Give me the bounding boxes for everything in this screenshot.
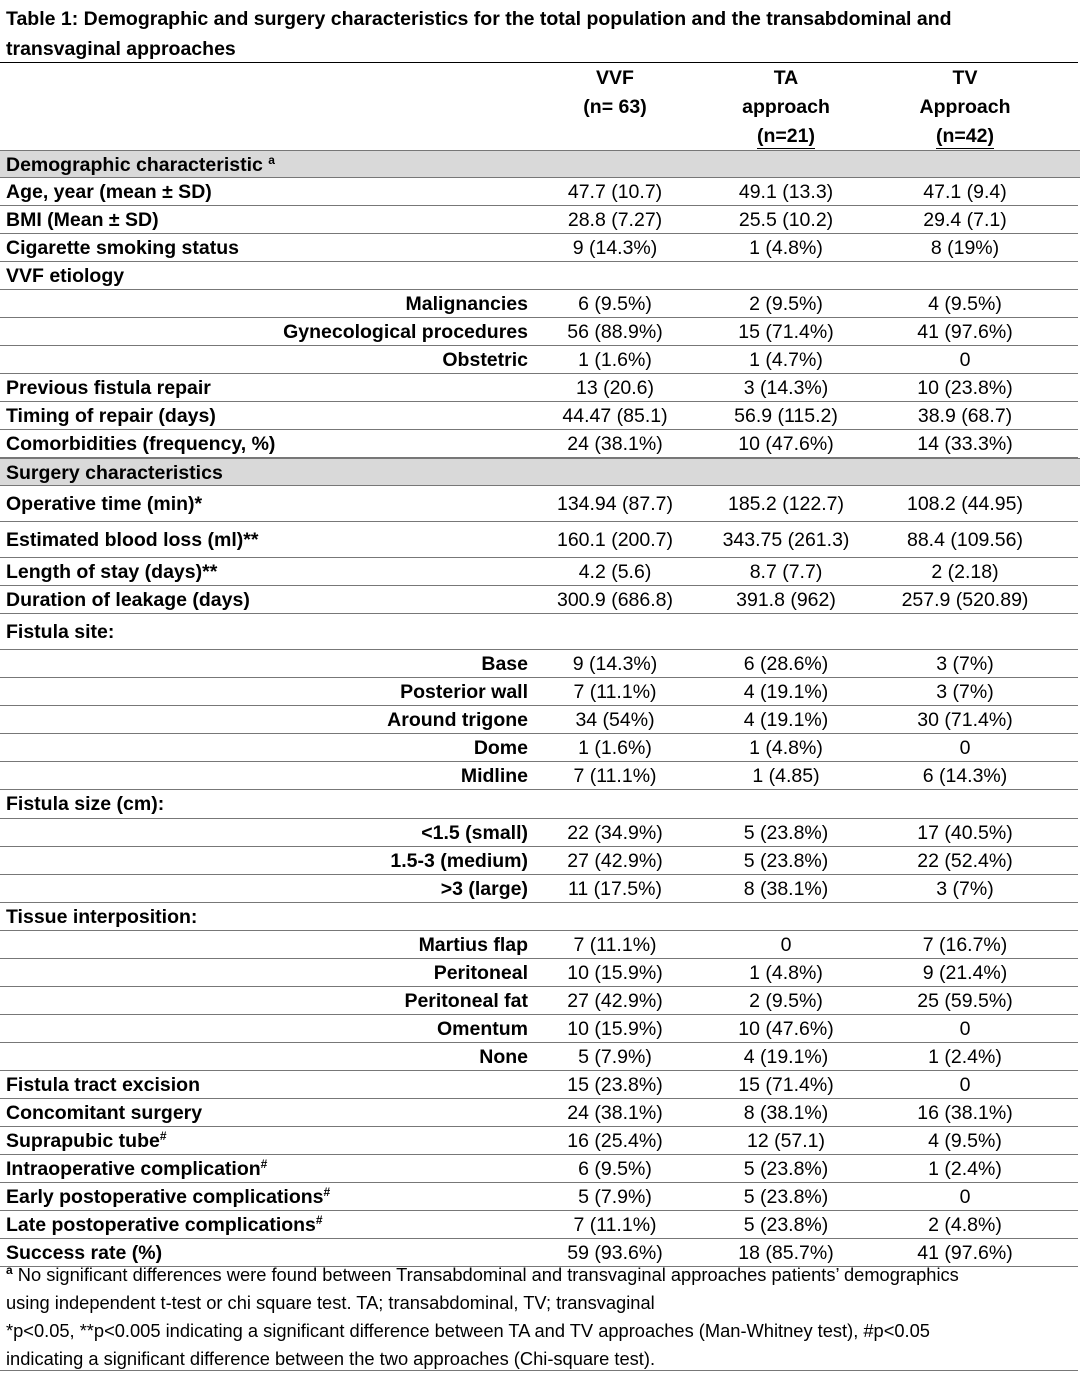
cell-tv: 0 bbox=[959, 1018, 971, 1040]
table-row bbox=[0, 558, 1078, 586]
row-label-text: Early postoperative complications bbox=[6, 1186, 324, 1208]
cell-tv: 3 (7%) bbox=[936, 878, 994, 900]
row-label bbox=[437, 1015, 528, 1043]
cell-ta: 185.2 (122.7) bbox=[727, 493, 844, 515]
table-row bbox=[0, 586, 1078, 614]
row-label bbox=[404, 987, 528, 1015]
row-label-text: Obstetric bbox=[442, 349, 528, 371]
table-subrow bbox=[0, 678, 1078, 706]
cell-ta: 4 (19.1%) bbox=[743, 681, 829, 703]
table-header bbox=[0, 64, 1078, 150]
table-row bbox=[0, 178, 1078, 206]
cell-tv: 29.4 (7.1) bbox=[923, 209, 1007, 231]
row-label bbox=[6, 1155, 267, 1183]
cell-tv: 108.2 (44.95) bbox=[906, 493, 1023, 515]
cell-vvf: 1 (1.6%) bbox=[578, 737, 652, 759]
cell-tv: 1 (2.4%) bbox=[928, 1046, 1002, 1068]
row-label-text: Malignancies bbox=[405, 293, 528, 315]
cell-vvf: 300.9 (686.8) bbox=[556, 589, 673, 611]
cell-ta: 391.8 (962) bbox=[736, 589, 836, 611]
cell-ta: 12 (57.1) bbox=[746, 1130, 826, 1152]
cell-vvf: 134.94 (87.7) bbox=[556, 493, 673, 515]
cell-tv: 38.9 (68.7) bbox=[917, 405, 1013, 427]
cell-ta: 15 (71.4%) bbox=[738, 1074, 834, 1096]
row-label-text: Success rate (%) bbox=[6, 1242, 163, 1264]
table-subrow bbox=[0, 346, 1078, 374]
row-label bbox=[283, 318, 528, 346]
cell-tv: 16 (38.1%) bbox=[917, 1102, 1013, 1124]
column-header-line: (n=21) bbox=[757, 125, 815, 147]
row-label bbox=[6, 234, 239, 262]
table-subrow bbox=[0, 290, 1078, 318]
row-label-text: Comorbidities (frequency, %) bbox=[6, 433, 276, 455]
row-label-marker: a bbox=[268, 153, 275, 167]
row-label-text: 1.5-3 (medium) bbox=[390, 850, 528, 872]
row-label-text: BMI (Mean ± SD) bbox=[6, 209, 159, 231]
cell-ta: 18 (85.7%) bbox=[738, 1242, 834, 1264]
cell-vvf: 160.1 (200.7) bbox=[556, 529, 673, 551]
cell-ta: 1 (4.7%) bbox=[749, 349, 823, 371]
cell-tv: 47.1 (9.4) bbox=[923, 181, 1007, 203]
cell-tv: 41 (97.6%) bbox=[917, 1242, 1013, 1264]
table-subrow bbox=[0, 959, 1078, 987]
row-label bbox=[461, 762, 528, 790]
row-label bbox=[6, 402, 216, 430]
cell-tv: 22 (52.4%) bbox=[917, 850, 1013, 872]
cell-vvf: 6 (9.5%) bbox=[578, 1158, 652, 1180]
cell-vvf: 44.47 (85.1) bbox=[562, 405, 668, 427]
row-label-text: Dome bbox=[473, 737, 528, 759]
cell-vvf: 4.2 (5.6) bbox=[578, 561, 652, 583]
table-subrow bbox=[0, 819, 1078, 847]
table-subrow bbox=[0, 762, 1078, 790]
row-label-marker: # bbox=[159, 1129, 167, 1143]
row-label bbox=[6, 374, 211, 402]
table-subrow bbox=[0, 875, 1078, 903]
cell-tv: 6 (14.3%) bbox=[922, 765, 1008, 787]
table-row bbox=[0, 262, 1078, 290]
row-label bbox=[6, 1127, 167, 1155]
cell-vvf: 7 (11.1%) bbox=[573, 934, 657, 956]
column-header-line: (n= 63) bbox=[583, 96, 647, 118]
table-subrow bbox=[0, 847, 1078, 875]
row-label bbox=[400, 678, 528, 706]
row-label-text: None bbox=[479, 1046, 528, 1068]
cell-ta: 4 (19.1%) bbox=[743, 1046, 829, 1068]
table-subrow bbox=[0, 987, 1078, 1015]
row-label bbox=[6, 1183, 330, 1211]
footnote-marker: a bbox=[6, 1263, 13, 1277]
cell-vvf: 15 (23.8%) bbox=[567, 1074, 663, 1096]
cell-ta: 1 (4.85) bbox=[752, 765, 820, 787]
row-label-text: Around trigone bbox=[387, 709, 528, 731]
cell-ta: 5 (23.8%) bbox=[743, 850, 829, 872]
row-label bbox=[474, 734, 528, 762]
cell-vvf: 10 (15.9%) bbox=[567, 962, 663, 984]
row-label bbox=[419, 931, 528, 959]
cell-vvf: 59 (93.6%) bbox=[567, 1242, 663, 1264]
row-label-text: <1.5 (small) bbox=[421, 822, 528, 844]
cell-tv: 4 (9.5%) bbox=[928, 293, 1002, 315]
table-row bbox=[0, 430, 1078, 458]
cell-vvf: 22 (34.9%) bbox=[567, 822, 663, 844]
cell-vvf: 6 (9.5%) bbox=[578, 293, 652, 315]
row-label-text: Previous fistula repair bbox=[6, 377, 211, 399]
cell-ta: 1 (4.8%) bbox=[749, 962, 823, 984]
cell-tv: 8 (19%) bbox=[930, 237, 1000, 259]
cell-tv: 3 (7%) bbox=[936, 681, 994, 703]
table-row bbox=[0, 1183, 1078, 1211]
cell-tv: 9 (21.4%) bbox=[922, 962, 1008, 984]
row-label-text: Demographic characteristic bbox=[6, 154, 263, 176]
cell-vvf: 13 (20.6) bbox=[575, 377, 655, 399]
cell-tv: 7 (16.7%) bbox=[922, 934, 1008, 956]
row-label-text: Surgery characteristics bbox=[6, 462, 223, 484]
cell-vvf: 28.8 (7.27) bbox=[567, 209, 663, 231]
footnote-line-3: *p<0.05, **p<0.005 indicating a significant difference between TA and TV approaches (Man-Whitney test), #p<0.05 bbox=[6, 1320, 930, 1341]
cell-vvf: 7 (11.1%) bbox=[573, 765, 657, 787]
row-label bbox=[6, 151, 275, 179]
table-row bbox=[0, 903, 1078, 931]
table-top-rule bbox=[0, 62, 1078, 63]
cell-tv: 3 (7%) bbox=[936, 653, 994, 675]
row-label-text: Estimated blood loss (ml)** bbox=[6, 529, 259, 551]
row-label bbox=[6, 1099, 202, 1127]
row-label-text: Martius flap bbox=[418, 934, 528, 956]
cell-tv: 10 (23.8%) bbox=[917, 377, 1013, 399]
row-label bbox=[6, 614, 114, 650]
cell-ta: 6 (28.6%) bbox=[743, 653, 829, 675]
table-row bbox=[0, 522, 1078, 558]
row-label-text: Intraoperative complication bbox=[6, 1158, 261, 1180]
column-header-vvf bbox=[530, 64, 700, 122]
cell-tv: 257.9 (520.89) bbox=[901, 589, 1029, 611]
table-subrow bbox=[0, 734, 1078, 762]
table-subrow bbox=[0, 650, 1078, 678]
table-subrow bbox=[0, 1043, 1078, 1071]
row-label bbox=[6, 178, 212, 206]
table-row bbox=[0, 486, 1078, 522]
cell-ta: 1 (4.8%) bbox=[749, 737, 823, 759]
table-footnotes bbox=[6, 1261, 1074, 1373]
cell-vvf: 27 (42.9%) bbox=[567, 850, 663, 872]
cell-vvf: 10 (15.9%) bbox=[567, 1018, 663, 1040]
cell-ta: 2 (9.5%) bbox=[749, 990, 823, 1012]
row-label-text: Base bbox=[481, 653, 528, 675]
cell-tv: 0 bbox=[959, 737, 971, 759]
cell-vvf: 34 (54%) bbox=[575, 709, 655, 731]
cell-ta: 4 (19.1%) bbox=[743, 709, 829, 731]
cell-tv: 14 (33.3%) bbox=[917, 433, 1013, 455]
table-subrow bbox=[0, 1015, 1078, 1043]
cell-vvf: 27 (42.9%) bbox=[567, 990, 663, 1012]
section-header-row bbox=[0, 150, 1080, 178]
caption-line-2: transvaginal approaches bbox=[6, 38, 236, 60]
row-label-text: Peritoneal fat bbox=[404, 990, 528, 1012]
row-label bbox=[442, 346, 528, 374]
row-label bbox=[390, 847, 528, 875]
row-label bbox=[6, 430, 275, 458]
cell-tv: 0 bbox=[959, 1074, 971, 1096]
row-label-text: Peritoneal bbox=[433, 962, 528, 984]
footnote-line-4: indicating a significant difference between the two approaches (Chi-square test). bbox=[6, 1348, 656, 1369]
cell-ta: 49.1 (13.3) bbox=[738, 181, 834, 203]
cell-tv: 41 (97.6%) bbox=[917, 321, 1013, 343]
cell-ta: 8 (38.1%) bbox=[743, 1102, 829, 1124]
row-label-text: Operative time (min)* bbox=[6, 493, 203, 515]
table-row bbox=[0, 1099, 1078, 1127]
row-label bbox=[387, 706, 528, 734]
row-label-marker: # bbox=[315, 1213, 323, 1227]
row-label bbox=[6, 486, 202, 522]
row-label-text: Late postoperative complications bbox=[6, 1214, 316, 1236]
cell-ta: 5 (23.8%) bbox=[743, 1158, 829, 1180]
cell-tv: 1 (2.4%) bbox=[928, 1158, 1002, 1180]
table-subrow bbox=[0, 318, 1078, 346]
cell-ta: 2 (9.5%) bbox=[749, 293, 823, 315]
row-label-text: Age, year (mean ± SD) bbox=[6, 181, 212, 203]
table-row bbox=[0, 374, 1078, 402]
cell-tv: 17 (40.5%) bbox=[917, 822, 1013, 844]
row-label bbox=[421, 819, 528, 847]
column-header-line: VVF bbox=[596, 67, 634, 89]
table-row bbox=[0, 206, 1078, 234]
row-label bbox=[6, 459, 223, 487]
row-label-text: Gynecological procedures bbox=[283, 321, 528, 343]
row-label-text: Midline bbox=[460, 765, 528, 787]
cell-vvf: 24 (38.1%) bbox=[567, 1102, 663, 1124]
row-label bbox=[6, 903, 197, 931]
cell-ta: 10 (47.6%) bbox=[738, 433, 834, 455]
row-label bbox=[441, 875, 528, 903]
table-caption bbox=[6, 4, 1076, 64]
row-label-text: Length of stay (days)** bbox=[6, 561, 218, 583]
row-label-text: Concomitant surgery bbox=[6, 1102, 203, 1124]
cell-ta: 1 (4.8%) bbox=[749, 237, 823, 259]
column-header-ta bbox=[700, 64, 872, 151]
row-label-text: Posterior wall bbox=[400, 681, 528, 703]
cell-ta: 343.75 (261.3) bbox=[722, 529, 850, 551]
table-row bbox=[0, 1071, 1078, 1099]
table-bottom-rule bbox=[0, 1370, 1078, 1371]
cell-ta: 5 (23.8%) bbox=[743, 822, 829, 844]
table-subrow bbox=[0, 931, 1078, 959]
table-subrow bbox=[0, 706, 1078, 734]
cell-ta: 15 (71.4%) bbox=[738, 321, 834, 343]
cell-vvf: 7 (11.1%) bbox=[573, 681, 657, 703]
cell-vvf: 47.7 (10.7) bbox=[567, 181, 663, 203]
row-label bbox=[6, 206, 159, 234]
cell-tv: 2 (4.8%) bbox=[928, 1214, 1002, 1236]
cell-ta: 5 (23.8%) bbox=[743, 1214, 829, 1236]
cell-ta: 25.5 (10.2) bbox=[738, 209, 834, 231]
cell-ta: 10 (47.6%) bbox=[738, 1018, 834, 1040]
row-label-text: Fistula site: bbox=[6, 621, 115, 643]
cell-vvf: 5 (7.9%) bbox=[578, 1186, 652, 1208]
cell-vvf: 7 (11.1%) bbox=[573, 1214, 657, 1236]
column-header-tv bbox=[872, 64, 1058, 151]
cell-vvf: 24 (38.1%) bbox=[567, 433, 663, 455]
row-label-marker: # bbox=[323, 1185, 331, 1199]
row-label-text: >3 (large) bbox=[440, 878, 528, 900]
row-label-text: Cigarette smoking status bbox=[6, 237, 239, 259]
row-label bbox=[406, 290, 528, 318]
row-label-text: Fistula tract excision bbox=[6, 1074, 200, 1096]
cell-ta: 0 bbox=[780, 934, 792, 956]
caption-line-1: Table 1: Demographic and surgery characteristics for the total population and the transabdominal and bbox=[6, 8, 952, 30]
row-label bbox=[481, 650, 528, 678]
cell-vvf: 1 (1.6%) bbox=[578, 349, 652, 371]
cell-ta: 3 (14.3%) bbox=[743, 377, 829, 399]
table-row bbox=[0, 402, 1078, 430]
row-label bbox=[6, 522, 258, 558]
section-header-row bbox=[0, 458, 1080, 486]
column-header-line: (n=42) bbox=[936, 125, 994, 147]
table-row bbox=[0, 234, 1078, 262]
row-label bbox=[6, 1071, 200, 1099]
cell-tv: 2 (2.18) bbox=[931, 561, 999, 583]
row-label bbox=[6, 262, 124, 290]
column-header-line: TA bbox=[773, 67, 799, 89]
cell-ta: 8 (38.1%) bbox=[743, 878, 829, 900]
row-label bbox=[6, 558, 217, 586]
cell-vvf: 16 (25.4%) bbox=[567, 1130, 663, 1152]
cell-tv: 25 (59.5%) bbox=[917, 990, 1013, 1012]
cell-vvf: 9 (14.3%) bbox=[572, 653, 658, 675]
row-label bbox=[479, 1043, 528, 1071]
cell-ta: 5 (23.8%) bbox=[743, 1186, 829, 1208]
row-label-text: Timing of repair (days) bbox=[6, 405, 216, 427]
column-header-line: approach bbox=[742, 96, 830, 118]
footnote-text: No significant differences were found between Transabdominal and transvaginal approaches patients’ demographics bbox=[12, 1264, 959, 1285]
table-row bbox=[0, 614, 1078, 650]
row-label bbox=[6, 586, 250, 614]
row-label bbox=[434, 959, 528, 987]
cell-tv: 0 bbox=[959, 349, 971, 371]
row-label bbox=[6, 790, 164, 819]
cell-tv: 30 (71.4%) bbox=[917, 709, 1013, 731]
cell-tv: 4 (9.5%) bbox=[928, 1130, 1002, 1152]
column-header-line: Approach bbox=[919, 96, 1011, 118]
cell-vvf: 56 (88.9%) bbox=[567, 321, 663, 343]
footnote-line-2: using independent t-test or chi square test. TA; transabdominal, TV; transvaginal bbox=[6, 1292, 655, 1313]
table-row bbox=[0, 1155, 1078, 1183]
table-row bbox=[0, 790, 1078, 819]
table-row bbox=[0, 1127, 1078, 1155]
row-label-marker: # bbox=[260, 1157, 268, 1171]
table-row bbox=[0, 1211, 1078, 1239]
cell-ta: 56.9 (115.2) bbox=[734, 405, 838, 427]
row-label bbox=[6, 1211, 323, 1239]
cell-ta: 8.7 (7.7) bbox=[749, 561, 823, 583]
cell-tv: 88.4 (109.56) bbox=[906, 529, 1023, 551]
column-header-line: TV bbox=[952, 67, 978, 89]
cell-vvf: 9 (14.3%) bbox=[572, 237, 658, 259]
row-label-text: Suprapubic tube bbox=[6, 1130, 160, 1152]
row-label-text: Omentum bbox=[436, 1018, 528, 1040]
footnote-line-1 bbox=[6, 1261, 1074, 1289]
cell-vvf: 11 (17.5%) bbox=[568, 878, 662, 900]
row-label-text: VVF etiology bbox=[6, 265, 125, 287]
row-label-text: Duration of leakage (days) bbox=[6, 589, 250, 611]
cell-vvf: 5 (7.9%) bbox=[578, 1046, 652, 1068]
row-label-text: Fistula size (cm): bbox=[6, 793, 165, 815]
row-label-text: Tissue interposition: bbox=[6, 906, 198, 928]
cell-tv: 0 bbox=[959, 1186, 971, 1208]
